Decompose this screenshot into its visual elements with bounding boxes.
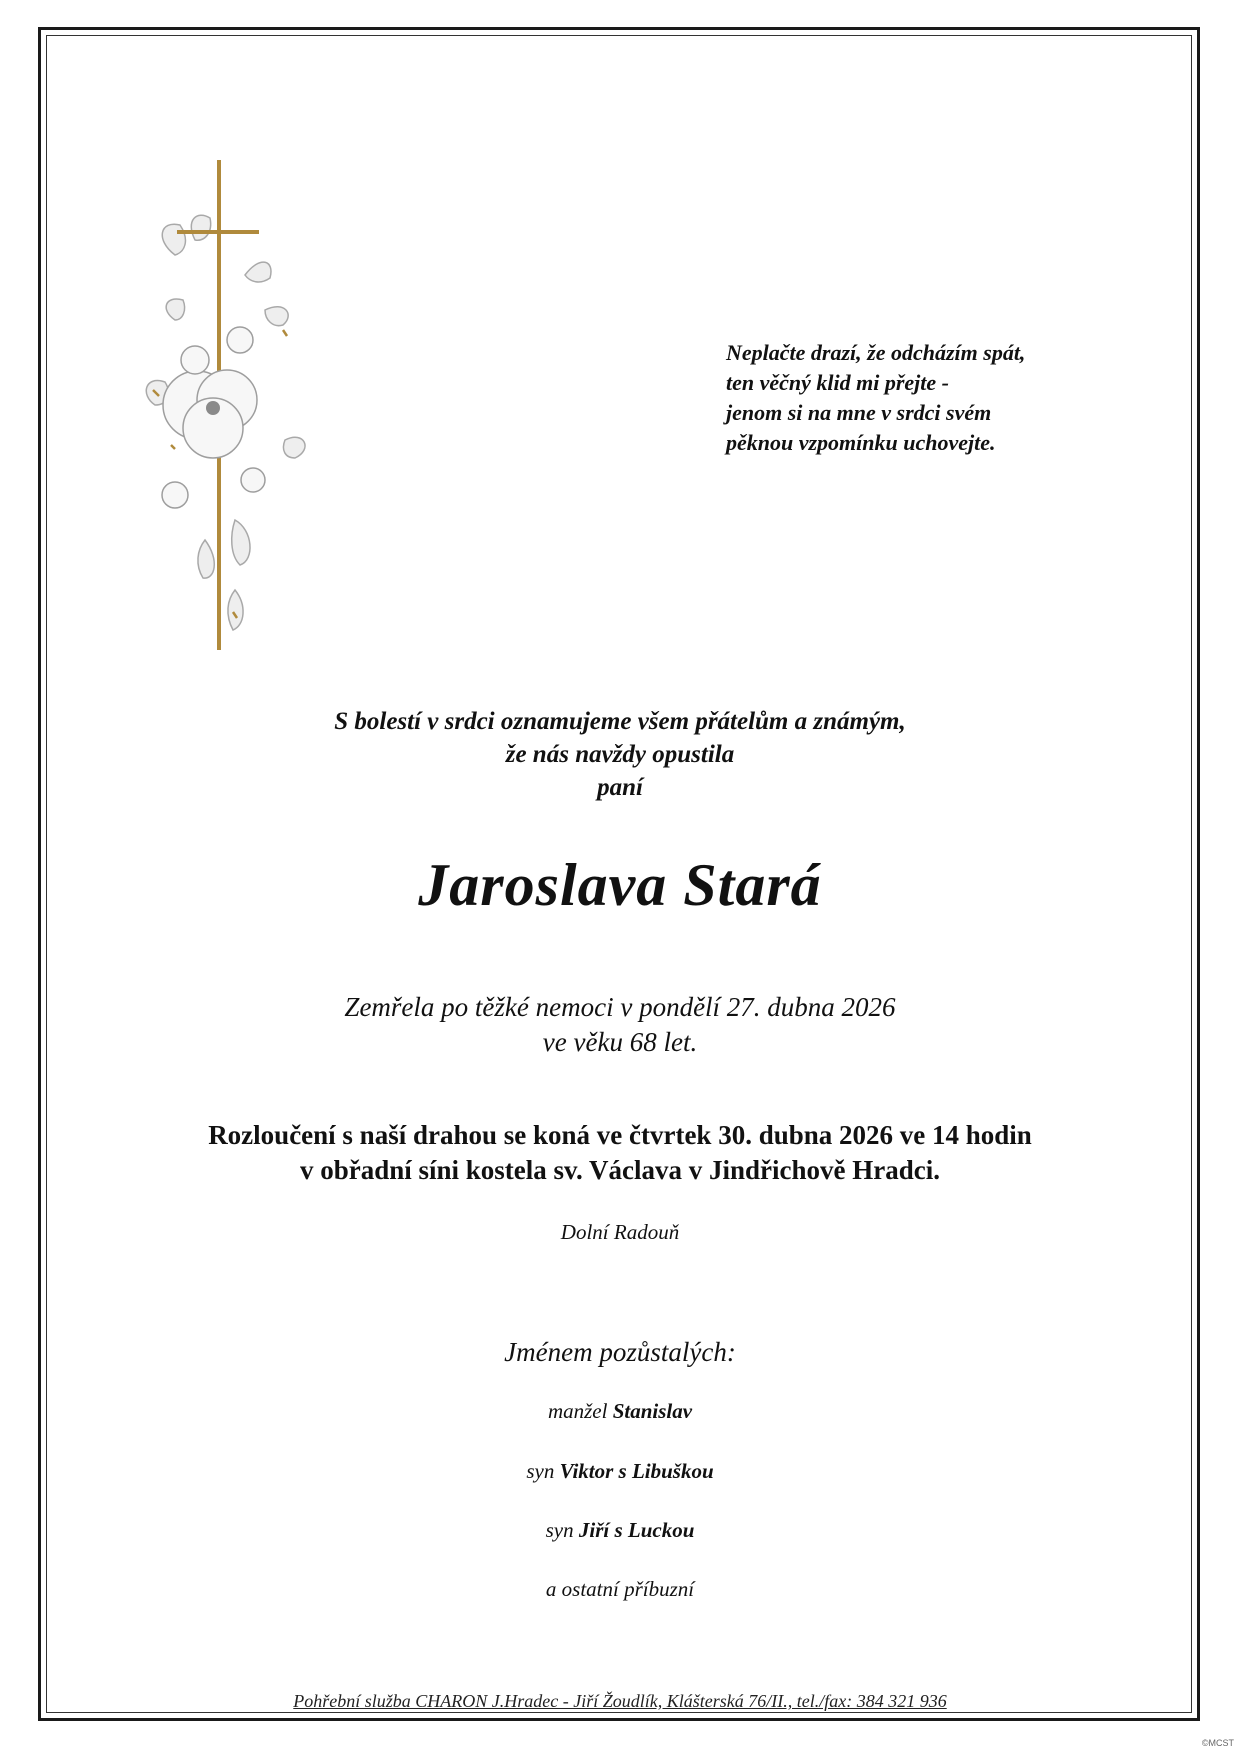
copyright-mark: ©MCST (1201, 1738, 1234, 1748)
announcement-line: S bolestí v srdci oznamujeme všem přátelům a známým, (334, 708, 906, 735)
death-line: Zemřela po těžké nemoci v pondělí 27. dubna 2026 (344, 992, 896, 1022)
poem-line: pěknou vzpomínku uchovejte. (726, 430, 996, 455)
mourner-item (0, 1516, 1240, 1544)
mourner-item (0, 1457, 1240, 1485)
funeral-service-footer: Pohřební služba CHARON J.Hradec - Jiří Žoudlík, Klášterská 76/II., tel./fax: 384 321 936 (293, 1691, 947, 1711)
death-line: ve věku 68 let. (542, 1027, 698, 1057)
announcement-line: že nás navždy opustila (505, 741, 735, 768)
farewell-info (0, 1118, 1240, 1188)
mourner-item (0, 1575, 1240, 1603)
poem-line: Neplačte drazí, že odcházím spát, (726, 340, 1026, 365)
mourners-heading: Jménem pozůstalých: (504, 1337, 736, 1367)
mourner-item (0, 1397, 1240, 1425)
announcement (0, 705, 1240, 804)
mourner-name: Jiří s Luckou (578, 1518, 695, 1542)
poem-line: ten věčný klid mi přejte - (726, 370, 949, 395)
mourner-name: Stanislav (612, 1399, 693, 1423)
poem-verse (726, 338, 1086, 458)
cross-with-flowers-icon (135, 160, 335, 650)
farewell-line: Rozloučení s naší drahou se koná ve čtvrtek 30. dubna 2026 ve 14 hodin (208, 1120, 1032, 1150)
mourner-relation: syn (545, 1518, 574, 1542)
announcement-line: paní (597, 774, 643, 801)
poem-line: jenom si na mne v srdci svém (726, 400, 992, 425)
mourner-relation: syn (526, 1459, 555, 1483)
death-info (0, 990, 1240, 1060)
mourner-relation: manžel (547, 1399, 608, 1423)
deceased-name: Jaroslava Stará (418, 852, 822, 918)
mourner-other-relatives: a ostatní příbuzní (545, 1577, 695, 1601)
place-name: Dolní Radouň (560, 1220, 680, 1244)
farewell-line: v obřadní síni kostela sv. Václava v Jindřichově Hradci. (299, 1155, 941, 1185)
mourner-name: Viktor s Libuškou (559, 1459, 714, 1483)
